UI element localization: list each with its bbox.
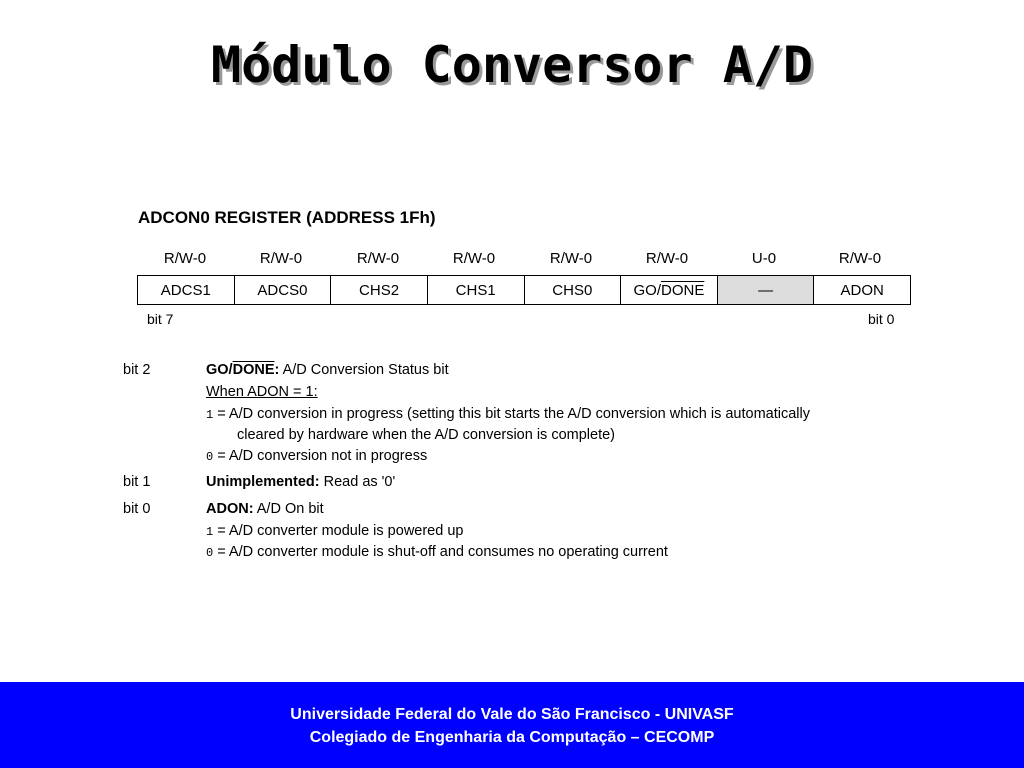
value-code: 1 [206, 525, 214, 539]
footer-bar [0, 682, 1024, 768]
access-row [137, 250, 911, 270]
bit2-value-1-cont: cleared by hardware when the A/D conversion is complete) [237, 427, 615, 443]
access-label: R/W-0 [645, 250, 689, 267]
done-overbar: DONE [661, 281, 705, 299]
value-text: = A/D conversion not in progress [213, 448, 428, 464]
slide-title: Módulo Conversor A/D [210, 36, 814, 94]
bit-cell-unimplemented: — [717, 276, 814, 305]
access-label: R/W-0 [356, 250, 400, 267]
bit2-value-0 [206, 448, 427, 464]
bit1-name: Unimplemented: [206, 474, 320, 490]
access-label: R/W-0 [259, 250, 303, 267]
bit0-title: A/D On bit [253, 501, 324, 517]
access-label: R/W-0 [452, 250, 496, 267]
bit1-text: Read as '0' [319, 474, 396, 490]
bit2-value-1 [206, 406, 810, 422]
access-label: R/W-0 [163, 250, 207, 267]
bit-cell-adon: ADON [814, 276, 911, 305]
bit2-name-suffix: : [274, 362, 280, 378]
register-title: ADCON0 REGISTER (ADDRESS 1Fh) [138, 208, 436, 227]
bit1-heading [206, 474, 395, 490]
value-code: 0 [206, 450, 214, 464]
footer-line-1: Universidade Federal do Vale do São Francisco - UNIVASF [290, 706, 734, 723]
bit2-name-prefix: GO/ [206, 362, 233, 378]
bit0-value-1 [206, 523, 463, 539]
bit2-title: A/D Conversion Status bit [279, 362, 449, 378]
access-label: U-0 [751, 250, 777, 267]
bit0-label: bit 0 [123, 501, 151, 517]
bit0-name: ADON: [206, 501, 254, 517]
bit2-heading [206, 362, 449, 378]
bit1-label: bit 1 [123, 474, 151, 490]
access-label: R/W-0 [549, 250, 593, 267]
value-text: = A/D converter module is shut-off and consumes no operating current [213, 544, 668, 560]
bit-cell-chs1: CHS1 [427, 276, 524, 305]
bit-0-label: bit 0 [868, 311, 895, 327]
register-bit-table [137, 275, 911, 305]
go-prefix: GO/ [633, 281, 662, 299]
bit0-heading [206, 501, 324, 517]
bit2-condition: When ADON = 1: [206, 384, 318, 400]
bit-7-label: bit 7 [147, 311, 174, 327]
footer-line-2: Colegiado de Engenharia da Computação – CECOMP [309, 729, 715, 746]
value-text: = A/D conversion in progress (setting this bit starts the A/D conversion which is automatically [213, 406, 810, 422]
value-text: = A/D converter module is powered up [213, 523, 464, 539]
bit-cell-adcs0: ADCS0 [234, 276, 331, 305]
access-label: R/W-0 [838, 250, 882, 267]
bit2-name-overbar: DONE [232, 362, 275, 378]
bit2-label: bit 2 [123, 362, 151, 378]
bit-cell-chs0: CHS0 [524, 276, 621, 305]
bit0-value-0 [206, 544, 668, 560]
bit-cell-adcs1: ADCS1 [138, 276, 235, 305]
value-code: 1 [206, 408, 214, 422]
bit-cell-go-done [621, 276, 718, 305]
value-code: 0 [206, 546, 214, 560]
bit-cell-chs2: CHS2 [331, 276, 428, 305]
